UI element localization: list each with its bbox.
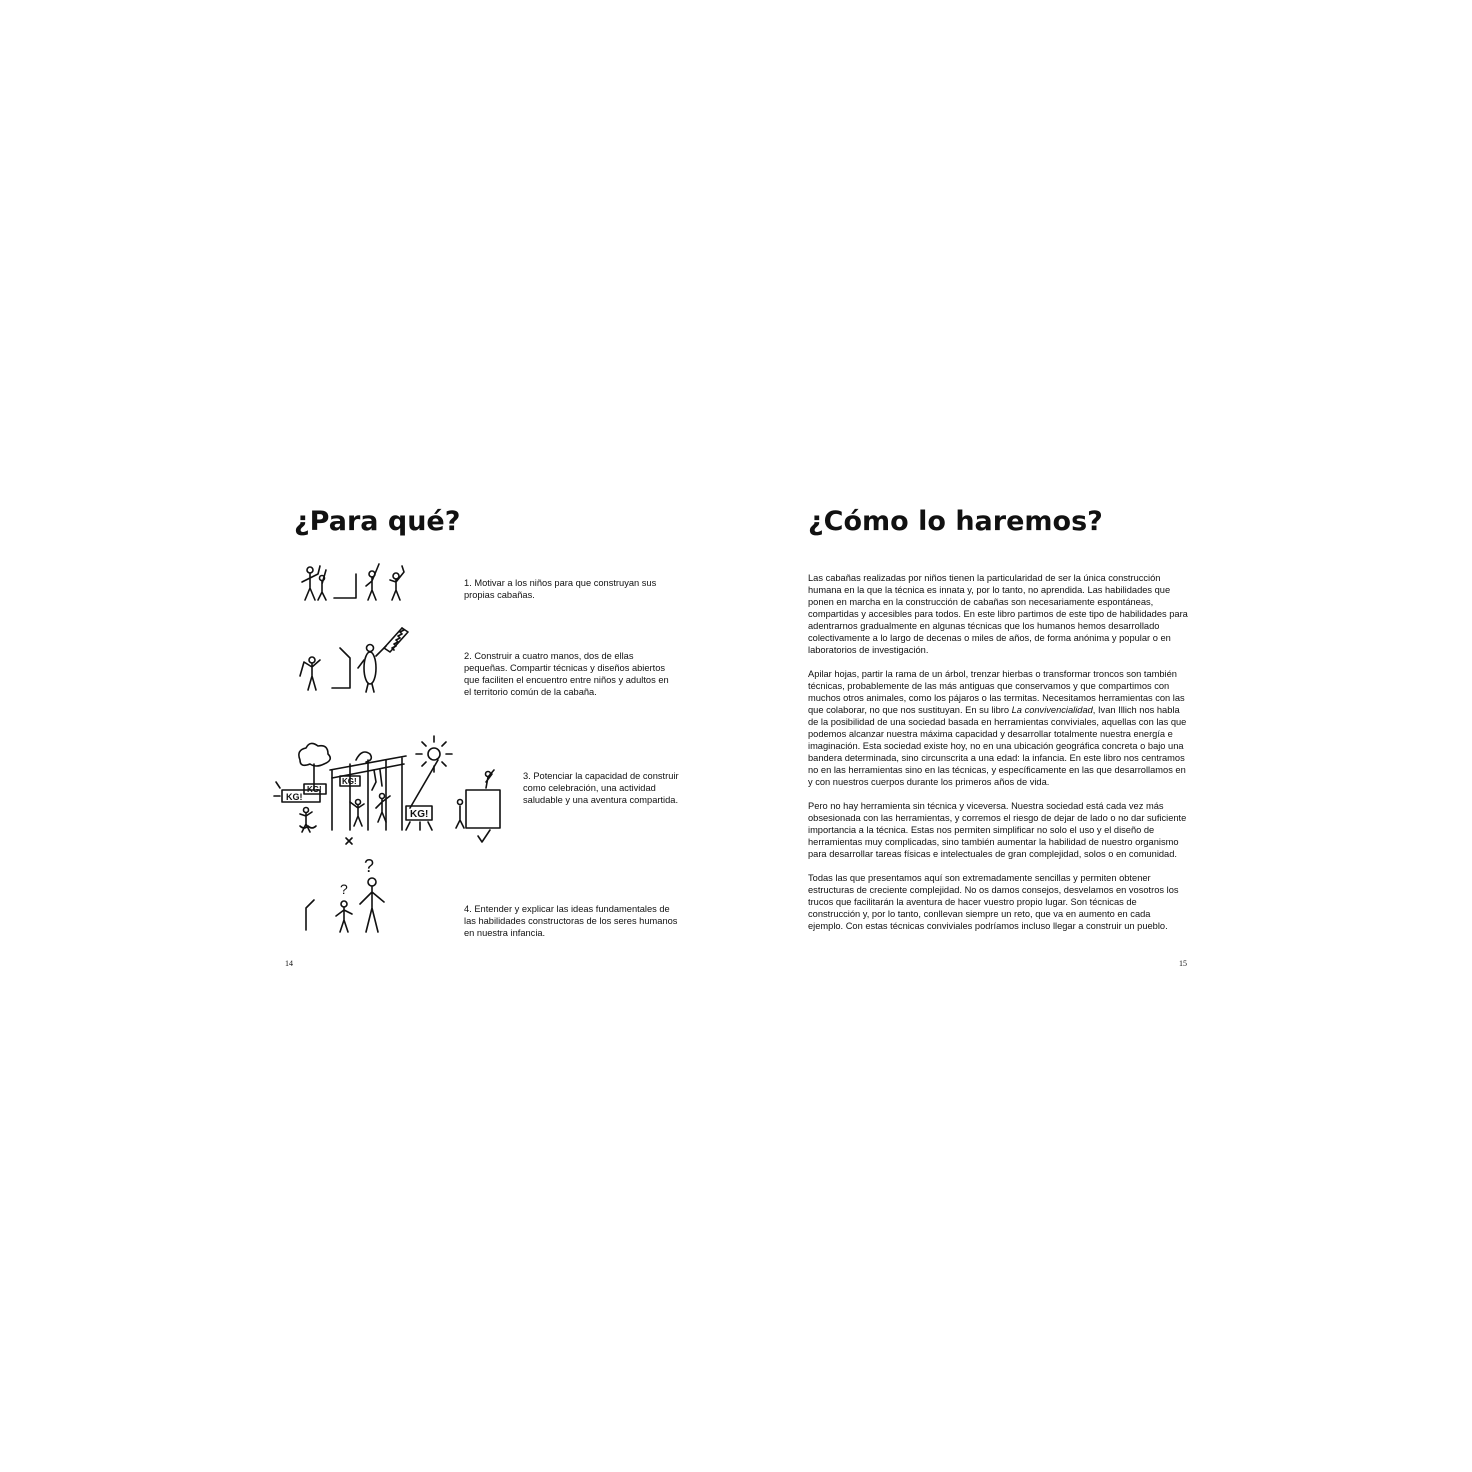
- body-paragraph-4: Todas las que presentamos aquí son extremadamente sencillas y permiten obtener estructuras de creciente complejidad. No os damos consejos, desvelamos en vosotros los trucos que facilitarán la aventura de hacer vuestro propio lugar. Son técnicas de construcción y, por lo tanto, conllevan siempre un reto, que va en aumento en cada ejemplo. Con estas técnicas conviviales podríamos incluso llegar a construir un pueblo.: [808, 873, 1179, 931]
- body-text: [808, 572, 1188, 944]
- illustration-children-motivation: [296, 560, 416, 610]
- page-number-left: 14: [285, 959, 293, 968]
- purpose-item-3: 3. Potenciar la capacidad de construir como celebración, una actividad saludable y una aventura compartida.: [523, 771, 679, 805]
- question-mark: ?: [364, 856, 375, 876]
- sign-label: KG!: [286, 792, 303, 802]
- purpose-item-1: 1. Motivar a los niños para que construyan sus propias cabañas.: [464, 578, 657, 600]
- sign-label: KG!: [410, 809, 429, 820]
- purpose-item-4: 4. Entender y explicar las ideas fundamentales de las habilidades constructoras de los seres humanos en nuestra infancia.: [464, 904, 678, 938]
- right-page-title: ¿Cómo lo haremos?: [808, 506, 1103, 537]
- body-paragraph-1: Las cabañas realizadas por niños tienen la particularidad de ser la única construcción humana en la que la técnica es innata y, por lo tanto, no aprendida. Las habilidades que ponen en marcha en la construcción de cabañas son necesariamente espontáneas, compartidas y accesibles para todos. En este libro partimos de este tipo de habilidades para adentrarnos gradualmente en algunas técnicas que los humanos hemos desarrollado colectivamente a lo largo de decenas o miles de años, de forma anónima y popular o en laboratorios de investigación.: [808, 573, 1188, 655]
- sign-label: KG!: [342, 777, 357, 786]
- illustration-understanding: [300, 850, 400, 940]
- purpose-item-2: 2. Construir a cuatro manos, dos de ellas pequeñas. Compartir técnicas y diseños abiertos que faciliten el encuentro entre niños y adultos en el territorio común de la cabaña.: [464, 651, 669, 697]
- sign-label: KG!: [307, 785, 322, 794]
- left-page-title: ¿Para qué?: [294, 506, 461, 537]
- paragraph-text: Apilar hojas, partir la rama de un árbol, trenzar hierbas o transformar troncos son también técnicas, probablemente de las más antiguas que conservamos y que compartimos con muchos otros animales, como los pájaros o las termitas. Necesitamos herramientas con las que colaborar, no que nos sustituyan. En su libro: [808, 669, 1185, 715]
- illustration-four-hands: [296, 610, 426, 700]
- page-number-right: 15: [1179, 959, 1187, 968]
- body-paragraph-3: Pero no hay herramienta sin técnica y viceversa. Nuestra sociedad está cada vez más obsesionada con las herramientas, y corremos el riesgo de dejar de lado o no dar suficiente importancia a la técnica. Estas nos permiten simplificar no solo el uso y el diseño de herramientas muy complicadas, sino también aumentar la habilidad de nuestro organismo para desarrollar tareas físicas e intelectuales de gran complejidad, solos o en comunidad.: [808, 801, 1187, 859]
- book-title: La convivencialidad: [1011, 705, 1093, 715]
- illustration-celebration: [270, 730, 510, 850]
- question-mark: ?: [340, 881, 348, 897]
- body-paragraph-2: [808, 668, 1188, 788]
- paragraph-text: , Ivan Illich nos habla de la posibilidad de una sociedad basada en herramientas conviviales, aquellas con las que podemos alcanzar nuestra máxima capacidad y desarrollar totalmente nuestra energía e imaginación. Esta sociedad existe hoy, no en una ubicación geográfica concreta o bajo una bandera determinada, sino circunscrita a una edad: la infancia. En este libro nos centramos no en las herramientas sino en las técnicas, y específicamente en las que desarrollamos en y con nuestros cuerpos durante los primeros años de vida.: [808, 705, 1187, 787]
